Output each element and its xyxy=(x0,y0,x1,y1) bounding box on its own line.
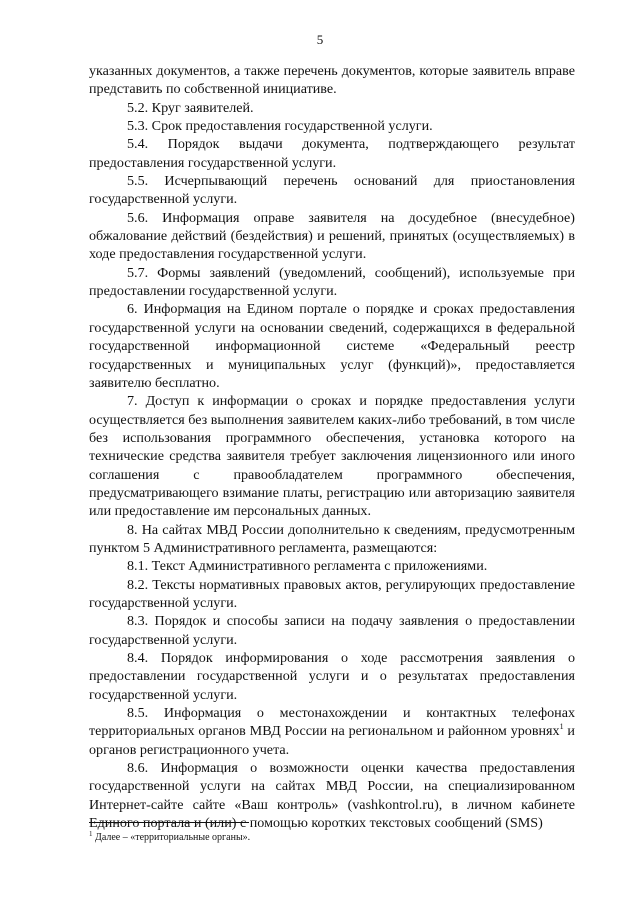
paragraph-8-1: 8.1. Текст Административного регламента с приложениями. xyxy=(127,558,488,575)
paragraph-6: 6. Информация на Едином портале о порядке и сроках предоставления государственной услуги на основании сведений, содержащихся в федеральной государственной информационной системе «Федеральный реестр государственных и муниципальных услуг (функций)», предоставляется заявителю бесплатно. xyxy=(89,301,575,391)
paragraph-8-5-tail: и органов регистрационного учета. xyxy=(89,723,575,758)
paragraph-8: 8. На сайтах МВД России дополнительно к сведениям, предусмотренным пунктом 5 Административного регламента, размещаются: xyxy=(89,521,575,556)
paragraph-5-2: 5.2. Круг заявителей. xyxy=(127,99,254,116)
paragraph-8-3: 8.3. Порядок и способы записи на подачу заявления о предоставлении государственной услуги. xyxy=(89,613,575,648)
page-number: 5 xyxy=(316,32,324,47)
paragraph-5-7: 5.7. Формы заявлений (уведомлений, сообщений), используемые при предоставлении государственной услуги. xyxy=(89,264,575,300)
paragraph-7: 7. Доступ к информации о сроках и порядке предоставления услуги осуществляется без выполнения заявителем каких-либо требований, в том числе без использования программного обеспечения, установка которого на технические средства заявителя требует заключения лицензионного или иного соглашения с правообладателем программного обеспечения, предусматривающего взимание платы, регистрацию или авторизацию заявителя или предоставление им персональных данных. xyxy=(89,393,575,520)
paragraph-8-5-text: 8.5. Информация о местонахождении и контактных телефонах территориальных органов МВД России на региональном и районном уровнях xyxy=(89,705,575,740)
paragraph-5-6: 5.6. Информация оправе заявителя на досудебное (внесудебное) обжалование действий (бездействия) и решений, принятых (осуществляемых) в ходе предоставления государственной услуги. xyxy=(89,209,575,263)
paragraph-8-2: 8.2. Тексты нормативных правовых актов, регулирующих предоставление государственной услуги. xyxy=(89,576,575,611)
document-body xyxy=(89,62,575,832)
footnote-marker: 1 xyxy=(89,830,93,838)
paragraph-5-4: 5.4. Порядок выдачи документа, подтверждающего результат предоставления государственной услуги. xyxy=(89,136,575,171)
paragraph-8-5 xyxy=(89,704,575,759)
footnote-text: Далее – «территориальные органы». xyxy=(92,832,251,843)
paragraph-continuation: указанных документов, а также перечень документов, которые заявитель вправе представить по собственной инициативе. xyxy=(89,63,575,98)
paragraph-5-3: 5.3. Срок предоставления государственной услуги. xyxy=(127,118,433,135)
footnote-reference: 1 xyxy=(559,722,564,732)
paragraph-5-5: 5.5. Исчерпывающий перечень оснований для приостановления государственной услуги. xyxy=(89,173,575,208)
footnote-separator xyxy=(89,822,249,823)
footnote xyxy=(89,832,575,843)
paragraph-8-4: 8.4. Порядок информирования о ходе рассмотрения заявления о предоставлении государственной услуги и о результатах предоставления государственной услуги. xyxy=(89,650,575,703)
paragraph-8-6: 8.6. Информация о возможности оценки качества предоставления государственной услуги на сайтах МВД России, на специализированном Интернет-сайте сайте «Ваш контроль» (vashkontrol.ru), в личном кабинете Единого портала и (или) с помощью коротких текстовых сообщений (SMS) xyxy=(89,760,575,832)
